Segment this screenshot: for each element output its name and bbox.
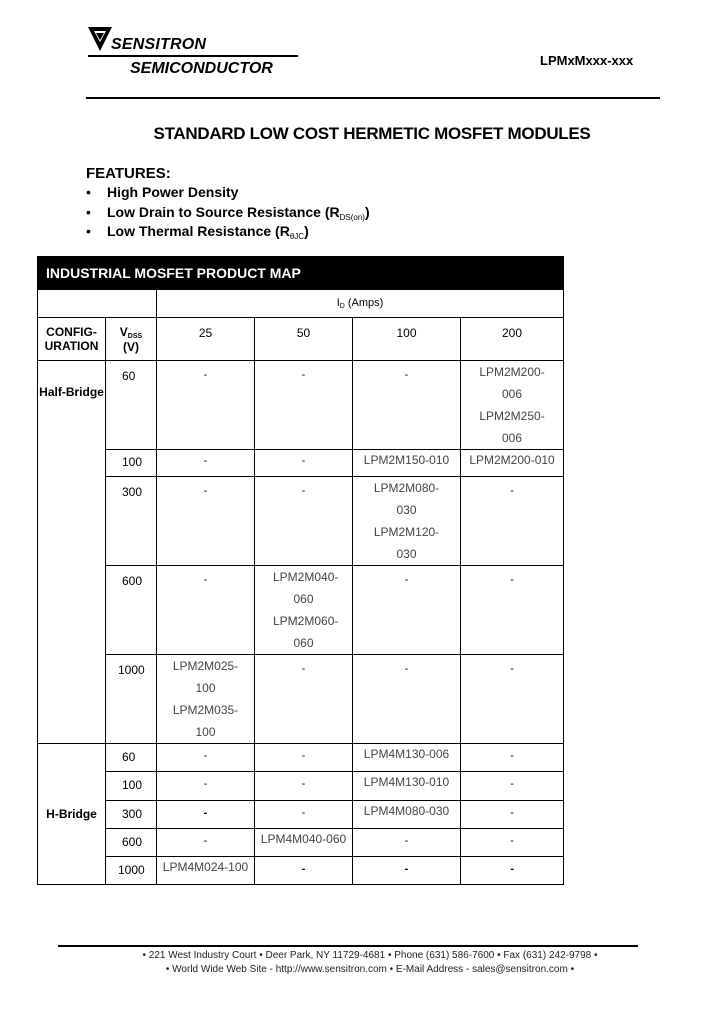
voltage-value: 300 bbox=[122, 807, 143, 821]
vdss-header bbox=[106, 318, 157, 361]
table-cell: LPM2M025-100 LPM2M035-100 bbox=[157, 655, 255, 744]
feature-suffix: ) bbox=[304, 223, 309, 239]
table-cell: - bbox=[404, 863, 409, 875]
table-cell: - bbox=[510, 574, 514, 586]
config-h-bridge: H-Bridge bbox=[38, 744, 106, 885]
table-cell: LPM2M200-006 LPM2M250-006 bbox=[461, 361, 564, 450]
sensitron-logo-icon bbox=[88, 25, 112, 53]
table-cell: - bbox=[301, 863, 306, 875]
current-column-header: 100 bbox=[353, 318, 461, 361]
table-cell: - bbox=[404, 369, 409, 381]
feature-item bbox=[86, 223, 309, 241]
feature-subscript: θJC bbox=[289, 232, 305, 241]
feature-text: High Power Density bbox=[107, 184, 239, 200]
features-heading: FEATURES: bbox=[86, 165, 171, 182]
vdss-subscript: DSS bbox=[127, 332, 143, 340]
table-cell: - bbox=[404, 663, 409, 675]
table-cell: - bbox=[301, 778, 306, 790]
table-cell: - bbox=[301, 807, 306, 819]
table-row bbox=[38, 857, 564, 885]
table-cell: - bbox=[203, 455, 208, 467]
config-half-bridge: Half-Bridge bbox=[38, 361, 106, 744]
table-cell: - bbox=[301, 369, 306, 381]
current-header bbox=[157, 290, 564, 318]
current-subscript: D bbox=[339, 303, 345, 310]
table-row bbox=[38, 744, 564, 772]
voltage-value: 60 bbox=[122, 369, 136, 383]
table-title: INDUSTRIAL MOSFET PRODUCT MAP bbox=[38, 257, 564, 290]
table-cell: - bbox=[301, 455, 306, 467]
table-cell: LPM2M150-010 bbox=[353, 450, 461, 477]
footer-address: • 221 West Industry Court • Deer Park, NY 11729-4681 • Phone (631) 586-7600 • Fax (631) 242-9798 • bbox=[142, 950, 598, 961]
empty-header-cell bbox=[38, 290, 157, 318]
table-cell: - bbox=[203, 485, 208, 497]
table-cell: - bbox=[203, 574, 208, 586]
table-cell: LPM4M040-060 bbox=[255, 829, 353, 857]
table-cell: LPM2M040-060 LPM2M060-060 bbox=[255, 566, 353, 655]
table-cell: - bbox=[404, 574, 409, 586]
footer-contact: • World Wide Web Site - http://www.sensitron.com • E-Mail Address - sales@sensitron.com • bbox=[165, 964, 575, 975]
table-cell: LPM2M080-030 LPM2M120-030 bbox=[353, 477, 461, 566]
table-row bbox=[38, 655, 564, 744]
current-units: (Amps) bbox=[344, 297, 384, 309]
bullet: • bbox=[86, 184, 91, 200]
table-row bbox=[38, 566, 564, 655]
table-cell: - bbox=[203, 369, 208, 381]
table-row bbox=[38, 829, 564, 857]
voltage-value: 300 bbox=[122, 485, 143, 499]
table-cell: LPM2M200-010 bbox=[461, 450, 564, 477]
table-cell: - bbox=[510, 663, 514, 675]
company-subtitle: SEMICONDUCTOR bbox=[130, 60, 273, 77]
part-number: LPMxMxxx-xxx bbox=[540, 53, 634, 68]
table-cell: - bbox=[510, 807, 514, 819]
table-row bbox=[38, 477, 564, 566]
logo-underline bbox=[88, 55, 298, 57]
voltage-value: 60 bbox=[122, 750, 136, 764]
current-symbol: I bbox=[336, 297, 340, 309]
document-title: STANDARD LOW COST HERMETIC MOSFET MODULES bbox=[153, 124, 591, 143]
feature-subscript: DS(on) bbox=[339, 213, 365, 222]
table-row bbox=[38, 450, 564, 477]
voltage-value: 100 bbox=[122, 455, 143, 469]
table-cell: - bbox=[203, 835, 208, 847]
table-cell: LPM4M080-030 bbox=[353, 801, 461, 829]
footer-divider bbox=[58, 945, 638, 947]
voltage-value: 1000 bbox=[118, 663, 145, 677]
table-cell: LPM4M024-100 bbox=[157, 857, 255, 885]
table-cell: - bbox=[510, 750, 514, 762]
feature-text: Low Drain to Source Resistance (R bbox=[107, 204, 340, 220]
voltage-value: 600 bbox=[122, 835, 143, 849]
vdss-units: (V) bbox=[123, 339, 139, 354]
current-column-header: 50 bbox=[255, 318, 353, 361]
feature-item bbox=[86, 184, 238, 200]
table-cell: LPM4M130-010 bbox=[353, 772, 461, 801]
company-name: SENSITRON bbox=[111, 36, 207, 53]
table-row bbox=[38, 801, 564, 829]
table-cell: - bbox=[510, 485, 514, 497]
table-cell: - bbox=[301, 663, 306, 675]
bullet: • bbox=[86, 223, 91, 239]
table-cell: - bbox=[203, 778, 208, 790]
feature-text: Low Thermal Resistance (R bbox=[107, 223, 290, 239]
table-cell: - bbox=[510, 778, 514, 790]
feature-suffix: ) bbox=[364, 204, 370, 220]
voltage-value: 100 bbox=[122, 778, 143, 792]
voltage-value: 600 bbox=[122, 574, 143, 588]
current-column-header: 25 bbox=[157, 318, 255, 361]
table-cell: - bbox=[301, 485, 306, 497]
table-row bbox=[38, 361, 564, 450]
header-divider bbox=[86, 97, 660, 99]
table-row bbox=[38, 772, 564, 801]
table-cell: - bbox=[510, 835, 514, 847]
table-cell: LPM4M130-006 bbox=[353, 744, 461, 772]
table-cell: - bbox=[203, 750, 208, 762]
current-column-header: 200 bbox=[461, 318, 564, 361]
table-cell: - bbox=[203, 807, 208, 819]
feature-item bbox=[86, 204, 370, 222]
table-cell: - bbox=[301, 750, 306, 762]
vdss-symbol: V bbox=[119, 324, 128, 339]
bullet: • bbox=[86, 204, 91, 220]
table-cell: - bbox=[404, 835, 409, 847]
product-map-table bbox=[37, 256, 564, 885]
table-cell: - bbox=[510, 863, 514, 875]
config-header: CONFIG-URATION bbox=[38, 318, 106, 361]
voltage-value: 1000 bbox=[118, 863, 145, 877]
